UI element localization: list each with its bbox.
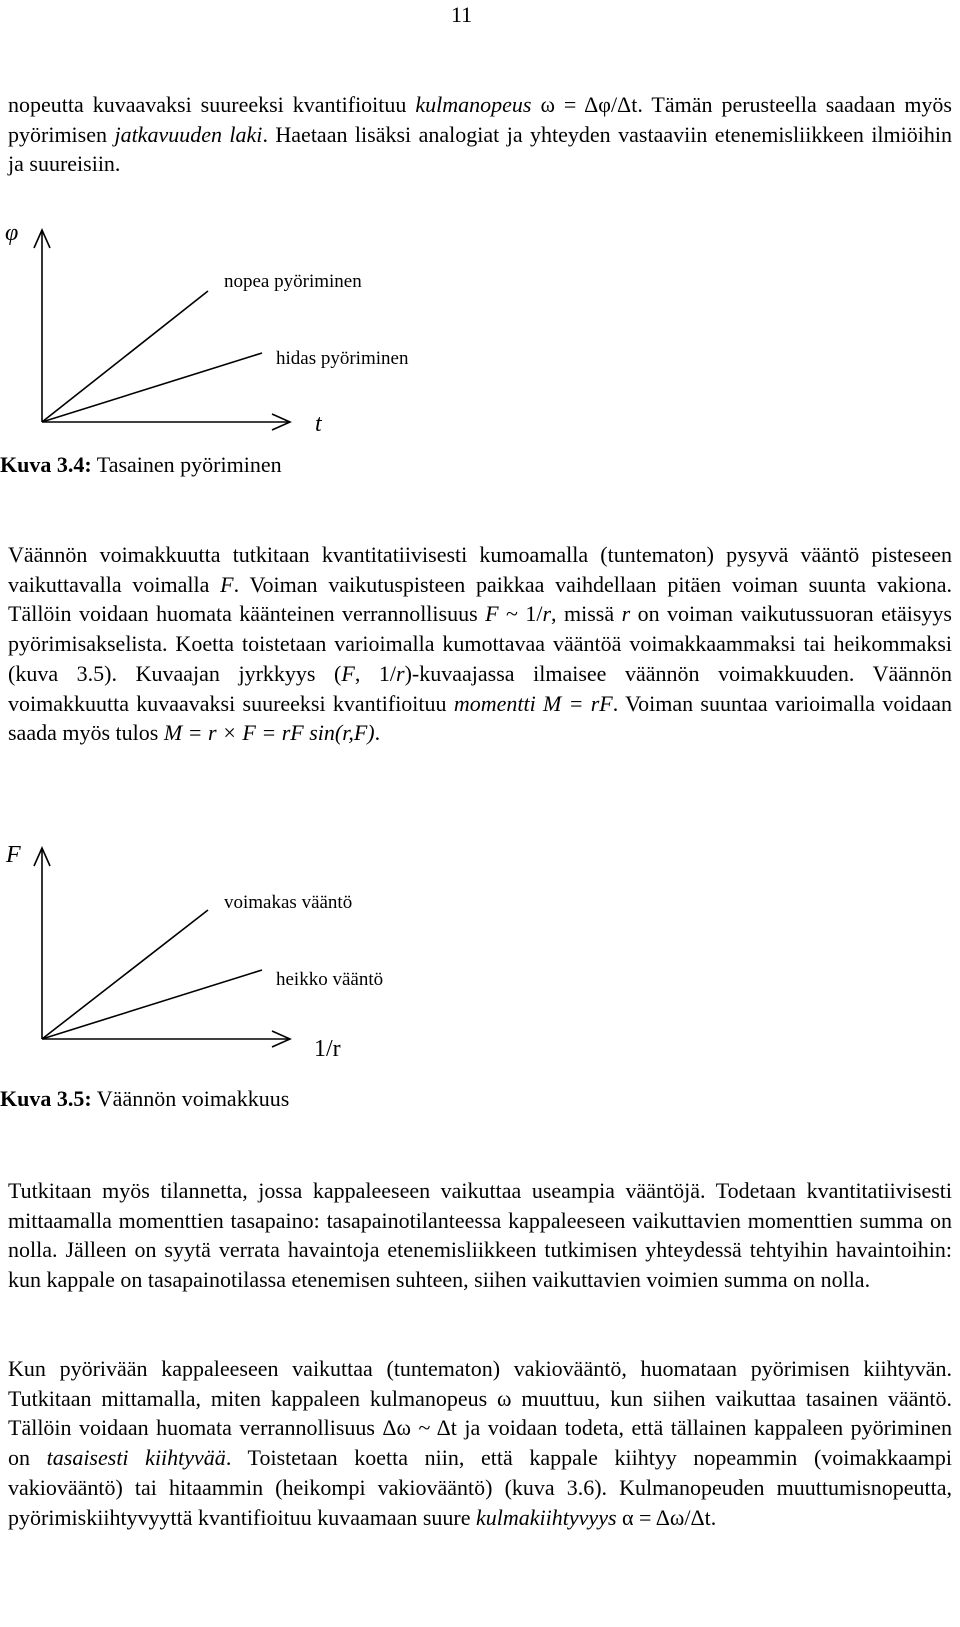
fast-rotation-label: nopea pyöriminen — [224, 271, 362, 292]
page-number: 11 — [451, 2, 473, 27]
figure-3-4-caption: Kuva 3.4: Tasainen pyöriminen — [0, 452, 282, 477]
paragraph-torque: Väännön voimakkuutta tutkitaan kvantitatiivisesti kumoamalla (tuntematon) pysyvä vääntö pisteseen vaikuttavalla voimalla F. Voiman vaikutuspisteen paikkaa vaihdellaan pitäen voiman suunta vakiona. Tällöin voidaan huomata käänteinen verrannollisuus F ~ 1/r, missä r on voiman vaikutussuoran etäisyys pyörimisakselista. Koetta toistetaan varioimalla kumottavaa vääntöä voimakkaammaksi tai heikommaksi (kuva 3.5). Kuvaajan jyrkkyys (F, 1/r)-kuvaajassa ilmaisee väännön voimakkuuden. Väännön voimakkuutta kuvaavaksi suureeksi kvantifioituu momentti M = rF. Voiman suuntaa varioimalla voidaan saada myös tulos M = r × F = rF sin(r,F). — [8, 542, 952, 746]
x-axis-label: 1/r — [314, 1036, 341, 1062]
slow-rotation-line — [42, 353, 262, 422]
strong-torque-line — [42, 910, 208, 1039]
weak-torque-line — [42, 970, 262, 1039]
paragraph-angular-acceleration: Kun pyörivään kappaleeseen vaikuttaa (tuntematon) vakiovääntö, huomataan pyörimisen kiihtyvän. Tutkitaan mittamalla, miten kappaleen kulmanopeus ω muuttuu, kun siihen vaikuttaa tasainen vääntö. Tällöin voidaan huomata verrannollisuus Δω ~ Δt ja voidaan todeta, että tällainen kappaleen pyöriminen on tasaisesti kiihtyvää. Toistetaan koetta niin, että kappale kiihtyy nopeammin (voimakkaampi vakiovääntö) tai hitaammin (heikompi vakiovääntö) (kuva 3.6). Kulmanopeuden muuttumisnopeutta, pyörimiskiihtyvyyttä kvantifioituu kuvaamaan suure kulmakiihtyvyys α = Δω/Δt. — [8, 1356, 953, 1530]
y-axis-label: φ — [5, 220, 19, 246]
fast-rotation-line — [42, 291, 208, 422]
figure-3-5-caption: Kuva 3.5: Väännön voimakkuus — [0, 1086, 290, 1111]
paragraph-equilibrium: Tutkitaan myös tilannetta, jossa kappaleeseen vaikuttaa useampia vääntöjä. Todetaan kvantitatiivisesti mittaamalla momenttien tasapaino: tasapainotilanteessa kappaleeseen vaikuttavien momenttien summa on nolla. Jälleen on syytä verrata havaintoja etenemisliikkeen tutkimisen yhteydessä tehtyihin havaintoihin: kun kappale on tasapainotilassa etenemisen suhteen, siihen vaikuttavien voimien summa on nolla. — [8, 1178, 952, 1293]
figure-torque-strength — [0, 836, 468, 1118]
strong-torque-label: voimakas vääntö — [224, 892, 353, 913]
x-axis-label: t — [315, 411, 322, 437]
weak-torque-label: heikko vääntö — [276, 969, 384, 990]
figure-uniform-rotation — [0, 218, 468, 480]
y-axis-label: F — [6, 842, 21, 868]
slow-rotation-label: hidas pyöriminen — [276, 348, 409, 369]
figure-3-5-graph — [8, 836, 468, 1118]
paragraph-intro: nopeutta kuvaavaksi suureeksi kvantifioituu kulmanopeus ω = Δφ/Δt. Tämän perusteella saadaan myös pyörimisen jatkavuuden laki. Haetaan lisäksi analogiat ja yhteyden vastaaviin etenemisliikkeen ilmiöihin ja suureisiin. — [8, 92, 952, 177]
